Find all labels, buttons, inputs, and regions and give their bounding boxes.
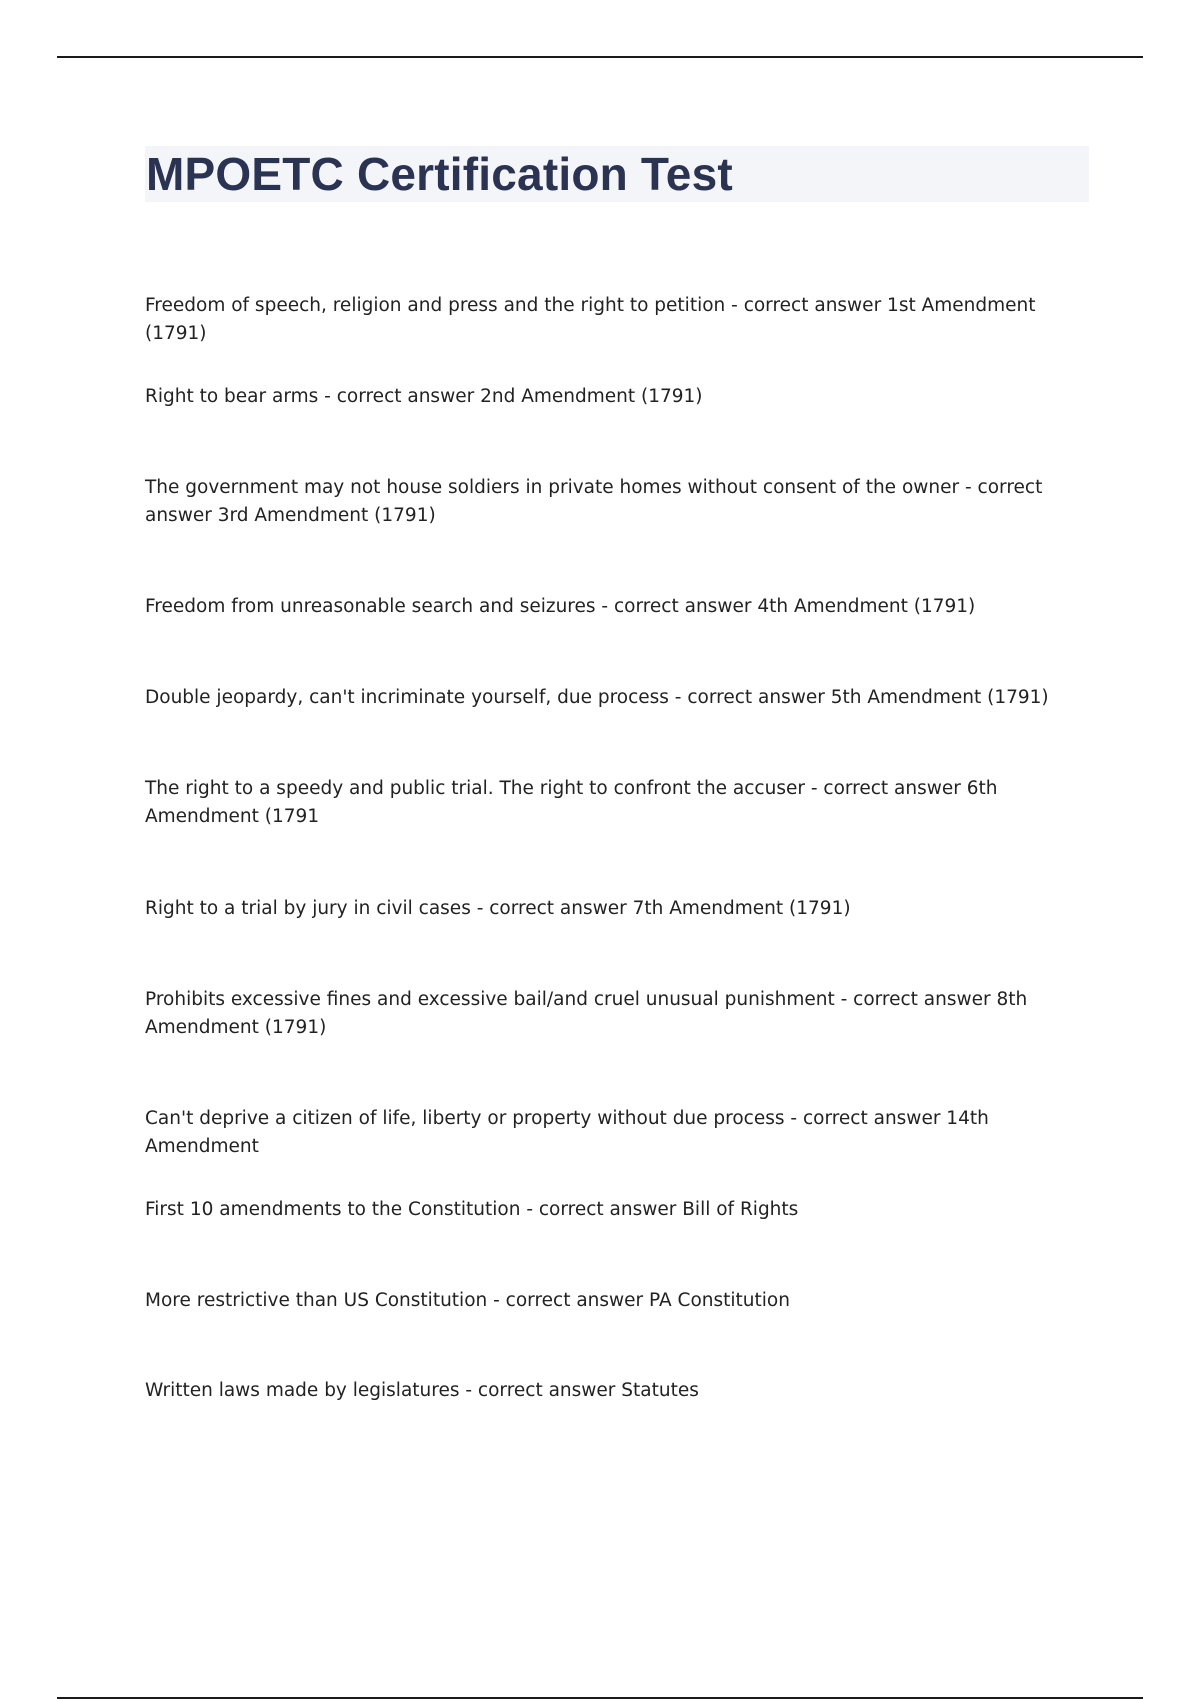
bottom-rule — [57, 1697, 1143, 1699]
qa-item: Freedom from unreasonable search and seizures - correct answer 4th Amendment (1791) — [145, 596, 976, 617]
top-rule — [57, 56, 1143, 58]
qa-item: Written laws made by legislatures - correct answer Statutes — [145, 1380, 699, 1401]
qa-item: Can't deprive a citizen of life, liberty or property without due process - correct answer 14th Amendment — [145, 1108, 989, 1157]
page-title: MPOETC Certification Test — [146, 148, 733, 200]
qa-item: Prohibits excessive fines and excessive bail/and cruel unusual punishment - correct answer 8th Amendment (1791) — [145, 989, 1028, 1038]
qa-item: Double jeopardy, can't incriminate yourself, due process - correct answer 5th Amendment (1791) — [145, 687, 1049, 708]
qa-item: The government may not house soldiers in private homes without consent of the owner - correct answer 3rd Amendment (1791) — [145, 477, 1043, 526]
qa-item: More restrictive than US Constitution - correct answer PA Constitution — [145, 1290, 790, 1311]
qa-item: The right to a speedy and public trial. The right to confront the accuser - correct answer 6th Amendment (1791 — [145, 778, 998, 827]
qa-item: Right to a trial by jury in civil cases - correct answer 7th Amendment (1791) — [145, 898, 851, 919]
qa-item: Right to bear arms - correct answer 2nd Amendment (1791) — [145, 386, 703, 407]
qa-item: Freedom of speech, religion and press and the right to petition - correct answer 1st Amendment (1791) — [145, 295, 1036, 344]
qa-item: First 10 amendments to the Constitution - correct answer Bill of Rights — [145, 1199, 799, 1220]
